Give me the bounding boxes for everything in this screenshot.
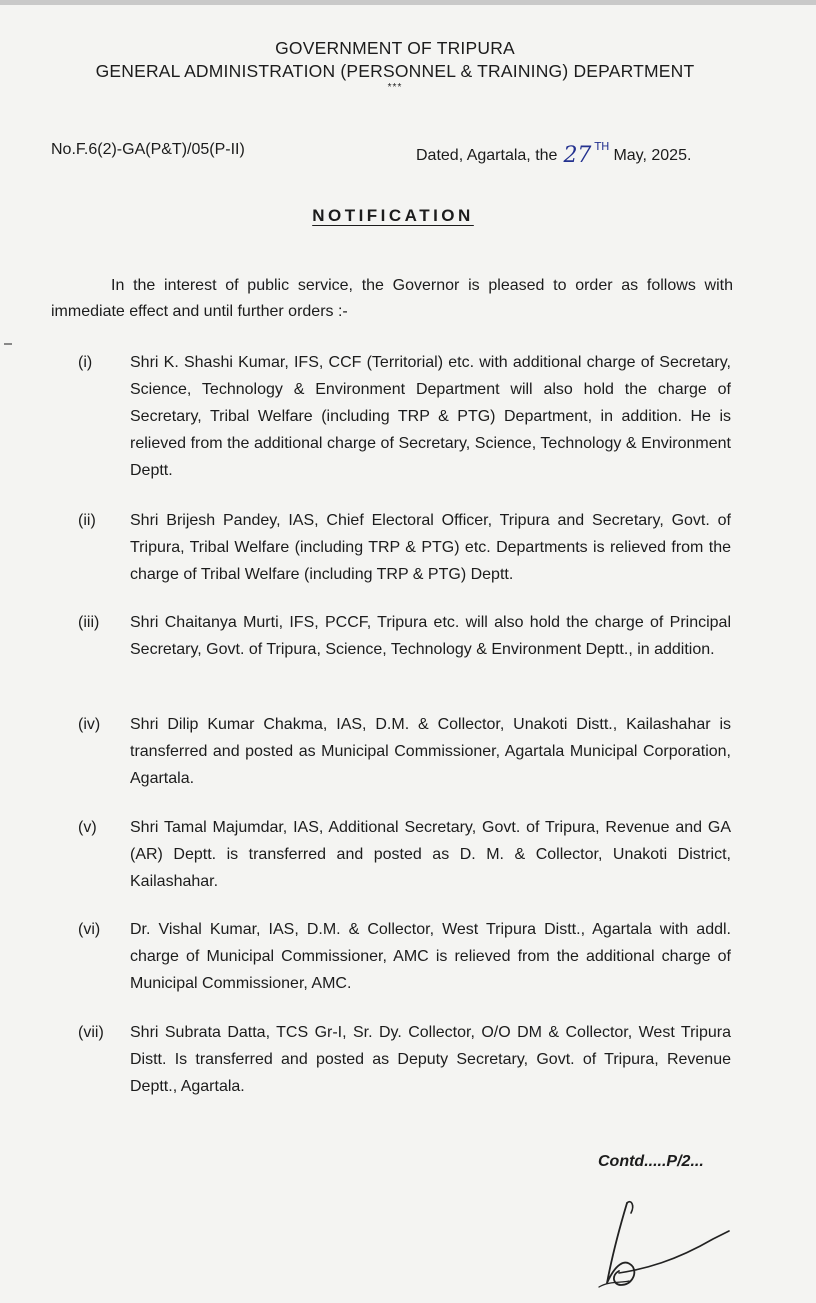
order-item-number: (vii) (78, 1024, 104, 1041)
signature (585, 1195, 735, 1295)
order-item-text: Shri K. Shashi Kumar, IFS, CCF (Territorial) etc. with additional charge of Secretary, Science, Technology & Environment Department will also hold the charge of Secretary, Tribal Welfare (including TRP & PTG) Department, in addition. He is relieved from the additional charge of Secretary, Science, Technology & Environment Deptt. (130, 354, 731, 479)
order-item-text: Dr. Vishal Kumar, IAS, D.M. & Collector, West Tripura Distt., Agartala with addl. charge of Municipal Commissioner, AMC is relieved from the additional charge of Municipal Commissioner, AMC. (130, 921, 731, 992)
order-item-text: Shri Tamal Majumdar, IAS, Additional Secretary, Govt. of Tripura, Revenue and GA (AR) Deptt. is transferred and posted as D. M. & Collector, Unakoti District, Kailashahar. (130, 819, 731, 890)
date-month-year: May, 2025. (613, 147, 692, 164)
order-item-number: (iii) (78, 614, 100, 631)
order-item-number: (iv) (78, 716, 101, 733)
order-item-number: (vi) (78, 921, 101, 938)
order-item-text: Shri Dilip Kumar Chakma, IAS, D.M. & Collector, Unakoti Distt., Kailashahar is transferred and posted as Municipal Commissioner, Agartala Municipal Corporation, Agartala. (130, 716, 731, 787)
intro-paragraph: In the interest of public service, the Governor is pleased to order as follows with immediate effect and until further orders :- (51, 277, 733, 320)
date-line (416, 141, 691, 166)
file-number: No.F.6(2)-GA(P&T)/05(P-II) (51, 141, 245, 158)
continued-note: Contd.....P/2... (598, 1153, 704, 1170)
handwritten-day: 27 (563, 143, 592, 168)
notification-title (0, 206, 786, 226)
order-item-number: (i) (78, 354, 93, 371)
government-heading: GOVERNMENT OF TRIPURA (275, 38, 515, 58)
handwritten-day-suffix: TH (594, 140, 610, 153)
heading-stars: *** (387, 82, 403, 93)
order-item-number: (ii) (78, 512, 96, 529)
order-item-text: Shri Chaitanya Murti, IFS, PCCF, Tripura etc. will also hold the charge of Principal Secretary, Govt. of Tripura, Science, Technology & Environment Deptt., in addition. (130, 614, 731, 658)
notification-title-text: NOTIFICATION (312, 206, 474, 225)
margin-mark (4, 343, 12, 345)
date-prefix: Dated, Agartala, the (416, 147, 558, 164)
order-item-text: Shri Brijesh Pandey, IAS, Chief Electoral Officer, Tripura and Secretary, Govt. of Tripura, Tribal Welfare (including TRP & PTG) etc. Departments is relieved from the charge of Tribal Welfare (including TRP & PTG) Deptt. (130, 512, 731, 583)
order-item-number: (v) (78, 819, 97, 836)
department-heading: GENERAL ADMINISTRATION (PERSONNEL & TRAINING) DEPARTMENT (95, 61, 695, 81)
order-item-text: Shri Subrata Datta, TCS Gr-I, Sr. Dy. Collector, O/O DM & Collector, West Tripura Distt. Is transferred and posted as Deputy Secretary, Govt. of Tripura, Revenue Deptt., Agartala. (130, 1024, 731, 1095)
